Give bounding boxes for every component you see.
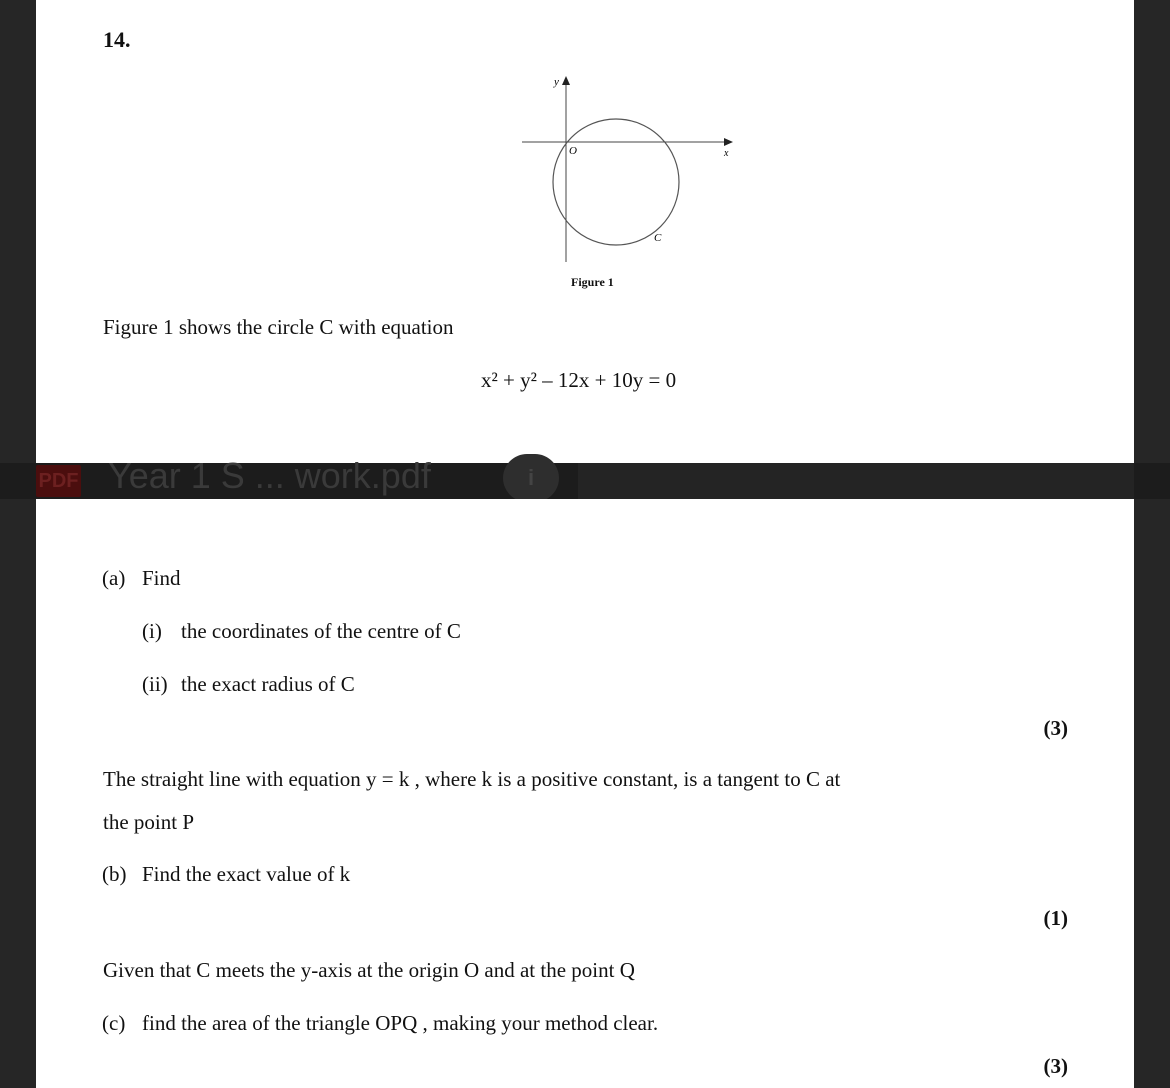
given-statement: Given that C meets the y-axis at the origin O and at the point Q — [103, 958, 635, 982]
pdf-file-icon: PDF — [36, 465, 81, 497]
origin-label: O — [569, 145, 577, 157]
part-c-label: (c) — [102, 1011, 126, 1035]
circle-label: C — [654, 232, 662, 244]
pdf-page-1 — [36, 0, 1134, 463]
pdf-page-2 — [36, 499, 1134, 1088]
part-a-item-i-text: the coordinates of the centre of C — [181, 619, 461, 643]
toolbar-background — [578, 463, 1134, 499]
part-b-label: (b) — [102, 862, 127, 886]
document-title[interactable]: Year 1 S ... work.pdf — [108, 455, 431, 496]
part-c-marks: (3) — [1043, 1054, 1068, 1078]
x-axis-arrow-icon — [724, 138, 733, 146]
part-a-item-ii-text: the exact radius of C — [181, 672, 355, 696]
question-number: 14. — [103, 27, 131, 52]
circle-figure — [476, 70, 746, 270]
part-b-text: Find the exact value of k — [142, 862, 351, 886]
figure-caption: Figure 1 — [571, 275, 614, 289]
part-a-marks: (3) — [1043, 716, 1068, 740]
tangent-statement-line-1: The straight line with equation y = k , where k is a positive constant, is a tangent to C at — [103, 767, 841, 791]
question-intro: Figure 1 shows the circle C with equation — [103, 315, 454, 339]
info-icon[interactable]: i — [503, 454, 559, 502]
tangent-statement-line-2: the point P — [103, 810, 195, 834]
circle-equation: x² + y² – 12x + 10y = 0 — [481, 368, 677, 392]
part-a-label: (a) — [102, 566, 126, 590]
part-b-marks: (1) — [1043, 906, 1068, 930]
part-a-item-ii-label: (ii) — [142, 672, 168, 696]
part-a-text: Find — [142, 566, 181, 590]
y-axis-arrow-icon — [562, 76, 570, 85]
part-a-item-i-label: (i) — [142, 619, 162, 643]
x-axis-label: x — [724, 148, 729, 159]
y-axis-label: y — [554, 76, 559, 88]
circle-c — [553, 119, 679, 245]
part-c-text: find the area of the triangle OPQ , making your method clear. — [142, 1011, 659, 1035]
